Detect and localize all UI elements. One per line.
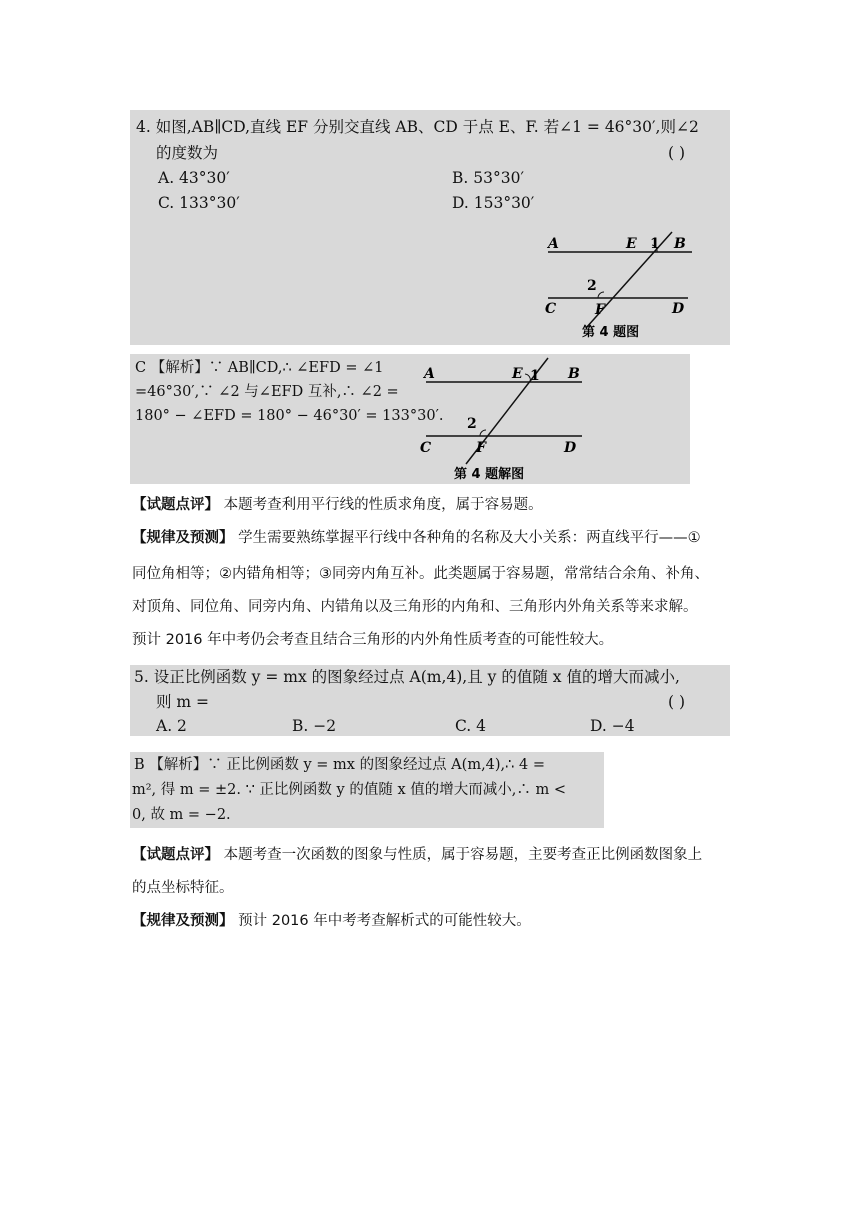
angle-2-arc (480, 430, 486, 436)
question-5-line-2: 则 m = (156, 693, 210, 711)
question-5-comment-line-2: 的点坐标特征。 (132, 880, 234, 896)
question-4-comment (132, 495, 543, 515)
label-c: C (545, 301, 557, 317)
question-5-answer-paren: ( ) (668, 693, 686, 711)
label-d: D (672, 301, 685, 317)
comment-text: 本题考查一次函数的图象与性质，属于容易题，主要考查正比例函数图象上 (219, 847, 703, 863)
comment-tag: 【试题点评】 (132, 497, 219, 513)
label-f: F (595, 302, 605, 318)
pattern-text: 学生需要熟练掌握平行线中各种角的名称及大小关系：两直线平行——① (233, 530, 701, 546)
question-4-solution-line-1: C 【解析】∵ AB∥CD,∴ ∠EFD = ∠1 (135, 360, 384, 376)
label-1: 1 (530, 368, 540, 384)
label-2: 2 (467, 416, 477, 432)
question-5-option-a: A. 2 (156, 717, 187, 735)
question-4-line-1: 4. 如图,AB∥CD,直线 EF 分别交直线 AB、CD 于点 E、F. 若∠1 = 46°30′,则∠2 (136, 118, 699, 136)
pattern-tag: 【规律及预测】 (132, 913, 234, 929)
comment-tag: 【试题点评】 (132, 847, 219, 863)
pattern-text: 预计 2016 年中考考查解析式的可能性较大。 (233, 913, 531, 929)
figure-caption: 第 4 题解图 (454, 467, 525, 482)
label-e: E (626, 236, 637, 252)
label-f: F (476, 440, 486, 456)
question-4-figure (540, 228, 700, 344)
question-4-pattern-line-2: 同位角相等；②内错角相等；③同旁内角互补。此类题属于容易题，常常结合余角、补角、 (132, 566, 709, 582)
question-5-solution-line-1: B 【解析】∵ 正比例函数 y = mx 的图象经过点 A(m,4),∴ 4 = (134, 757, 545, 773)
question-4-option-c: C. 133°30′ (158, 194, 240, 212)
question-5-line-1: 5. 设正比例函数 y = mx 的图象经过点 A(m,4),且 y 的值随 x 值的增大而减小, (134, 668, 680, 686)
label-a: A (548, 236, 559, 252)
question-4-pattern-line-3: 对顶角、同位角、同旁内角、内错角以及三角形的内角和、三角形内外角关系等来求解。 (132, 599, 698, 615)
question-5-option-b: B. −2 (292, 717, 337, 735)
question-5-pattern (132, 911, 531, 931)
question-4-option-a: A. 43°30′ (158, 169, 230, 187)
label-1: 1 (650, 236, 660, 252)
question-5-solution-line-2: m², 得 m = ±2. ∵ 正比例函数 y 的值随 x 值的增大而减小,∴ m < (132, 782, 566, 798)
label-a: A (424, 366, 435, 382)
question-4-option-d: D. 153°30′ (452, 194, 535, 212)
question-4-option-b: B. 53°30′ (452, 169, 524, 187)
question-4-solution-line-3: 180° − ∠EFD = 180° − 46°30′ = 133°30′. (135, 408, 444, 424)
label-d: D (564, 440, 577, 456)
question-4-pattern-line-4: 预计 2016 年中考仍会考查且结合三角形的内外角性质考查的可能性较大。 (132, 632, 614, 648)
question-5-solution-line-3: 0, 故 m = −2. (132, 807, 231, 823)
question-4-line-2: 的度数为 (156, 144, 219, 162)
angle-2-arc (598, 292, 604, 298)
figure-caption: 第 4 题图 (582, 325, 640, 340)
question-4-solution-figure (418, 356, 588, 484)
question-5-option-d: D. −4 (590, 717, 635, 735)
question-5-comment-line-1 (132, 845, 702, 865)
question-4-pattern-line-1 (132, 528, 701, 548)
question-4-answer-paren: ( ) (668, 144, 686, 162)
comment-text: 本题考查利用平行线的性质求角度，属于容易题。 (219, 497, 543, 513)
question-5-option-c: C. 4 (455, 717, 487, 735)
label-2: 2 (587, 278, 597, 294)
label-c: C (420, 440, 432, 456)
pattern-tag: 【规律及预测】 (132, 530, 234, 546)
label-e: E (512, 366, 523, 382)
label-b: B (568, 366, 580, 382)
question-4-solution-line-2: =46°30′,∵ ∠2 与∠EFD 互补,∴ ∠2 = (135, 384, 399, 400)
label-b: B (674, 236, 686, 252)
